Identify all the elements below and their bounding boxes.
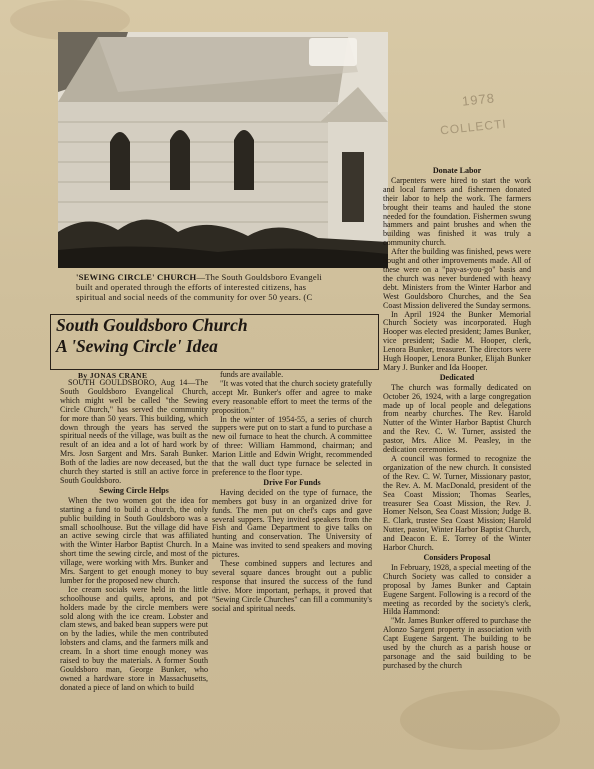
paragraph: funds are available.: [220, 371, 284, 379]
headline: [56, 315, 378, 357]
subheading: Sewing Circle Helps: [99, 485, 169, 495]
paragraph: These combined suppers and lectures and several square dances brought out a public response that insured the success of the fund drive. More important, perhaps, it proved that "Sewing Circle Churches" can fill a community's social and spiritual needs.: [212, 559, 372, 613]
tape-piece: [309, 38, 357, 66]
paragraph: After the building was finished, pews were bought and other improvements made. All of these were on a "pay-as-you-go" basis and the church was never burdened with heavy debt. Ministers from the Winter Harbor and West Gouldsboro Churches, and the Sea Coast Mission delivered the Sunday sermons.: [383, 247, 531, 310]
caption-lead: 'SEWING CIRCLE' CHURCH: [76, 272, 197, 282]
church-photo: [58, 32, 388, 268]
paragraph: "Mr. James Bunker offered to purchase the Alonzo Sargent property in association with Capt Eugene Sargent. The building to be used by the church as a parish house or parsonage and the said building to be purchased by the church: [383, 616, 531, 670]
subheading: Donate Labor: [432, 166, 482, 175]
subheading: Considers Proposal: [423, 552, 491, 562]
paragraph: Having decided on the type of furnace, the members got busy in an organized drive for funds. The men put on chef's caps and gave several suppers. They invited speakers from the Fish and Game Department to give talks on hunting and conservation. The University of Maine was invited to send speakers and moving pictures.: [212, 487, 372, 560]
caption-body: —The South Gouldsboro Evangeli built and operated through the efforts of interested citizens, has spiritual and social needs of the community for over 50 years. (C: [76, 272, 323, 302]
paragraph: The church was formally dedicated on October 26, 1924, with a large congregation made up of local people and delegations from nearby churches. The Rev. Harold Nutter of the Winter Harbor Baptist Church and the Rev. C. W. Turner, assisted the pastor, Mrs. Alice M. Peasley, in the dedication ceremonies.: [383, 382, 531, 455]
church-window: [110, 132, 130, 190]
paragraph: Ice cream socials were held in the little schoolhouse and quilts, aprons, and pot holders made by the circle members were sold along with the ice cream. Lobster and clam stews, and baked bean suppers were put on by the ladies, while the men contributed lobsters and clams, and the farmers milk and cream. In a short time enough money was raised to buy the materials. A former South Gouldsboro man, George Bunker, who owned a hardware store in Massachusetts, donated a piece of land on which to build: [60, 584, 208, 692]
article-column-3: [383, 166, 531, 762]
paragraph: In April 1924 the Bunker Memorial Church Society was incorporated. Hugh Hooper was elected president; James Bunker, vice president; Sadie M. Hooper, clerk, Lenora Bunker, treasurer. The directors were Hugh Hooper, Lenora Bunker, Elijah Bunker Mary J. Bunker and Ida Hooper.: [383, 309, 531, 372]
paragraph: "It was voted that the church society gratefully accept Mr. Bunker's offer and agree to make every reasonable effort to meet the terms of the proposition.": [212, 378, 372, 415]
church-window: [234, 130, 254, 190]
paragraph: A council was formed to recognize the organization of the new church. It consisted of the Rev. C. W. Turner, Missionary pastor, the Rev. A. M. MacDonald, president of the Sea Coast Mission; Thomas Searles, treasurer Sea Coast Mission, the Rev. J. Homer Nelson, Sea Coast Mission; Judge B. E. Clark, trustee Sea Coast Mission; Harold Nutter, pastor, Winter Harbor Baptist Church, and Deacon E. E. Torrey of the Winter Harbor Church.: [383, 454, 531, 553]
paragraph: SOUTH GOULDSBORO, Aug 14—The South Gouldsboro Evangelical Church, which might well be called "the Sewing Circle Church," has served the community for more than 50 years. This building, which down through the years has served the spiritual needs of the village, was built as the result of an idea and a lot of hard work by Mrs. Josn Sargent and Mrs. Sarah Bunker. Both of the ladies are now deceased, but the church they started is still an active force in South Gouldsboro.: [60, 379, 208, 485]
byline: By JONAS CRANE: [78, 371, 148, 380]
article-column-1: [60, 379, 208, 759]
stamp-number: 1978: [461, 90, 496, 109]
church-illustration: [58, 32, 388, 268]
headline-line-2: A 'Sewing Circle' Idea: [56, 336, 218, 356]
paragraph: Carpenters were hired to start the work and local farmers and fishermen donated their labor to help the work. The farmers brought their teams and hauled the stone needed for the foundation. Fishermen swung hammers and paint brushes and when the building was finished it was truly a community church.: [383, 175, 531, 248]
church-window: [170, 130, 190, 190]
paragraph: When the two women got the idea for starting a fund to build a church, the only public building in South Gouldsboro was a small schoolhouse. But the village did have an active sewing circle that was affiliated with the Winter Harbor Baptist Church. In a short time the sewing circle, and most of the village, were working with Mrs. Bunker and Mrs. Sargent to get enough money to buy lumber for the proposed new church.: [60, 495, 208, 585]
subheading: Drive For Funds: [263, 477, 321, 487]
paragraph: In February, 1928, a special meeting of the Church Society was called to consider a proposal by James Bunker and Captain Eugene Sargent. Following is a record of the meeting as recorded by the society's clerk, Hilda Hammond:: [383, 562, 531, 617]
article-column-2: [212, 371, 372, 703]
stamp-collection: COLLECTI: [439, 116, 508, 138]
subheading: Dedicated: [439, 372, 475, 382]
paragraph: In the winter of 1954-55, a series of church suppers were put on to start a fund to purchase a new oil furnace to heat the church. A committee of three: William Hammond, chairman; and Marion Little and Edwin Wright, recommended that the wall duct type furnace be selected in preference to the floor type.: [212, 414, 372, 477]
headline-line-1: South Gouldsboro Church: [56, 315, 248, 335]
